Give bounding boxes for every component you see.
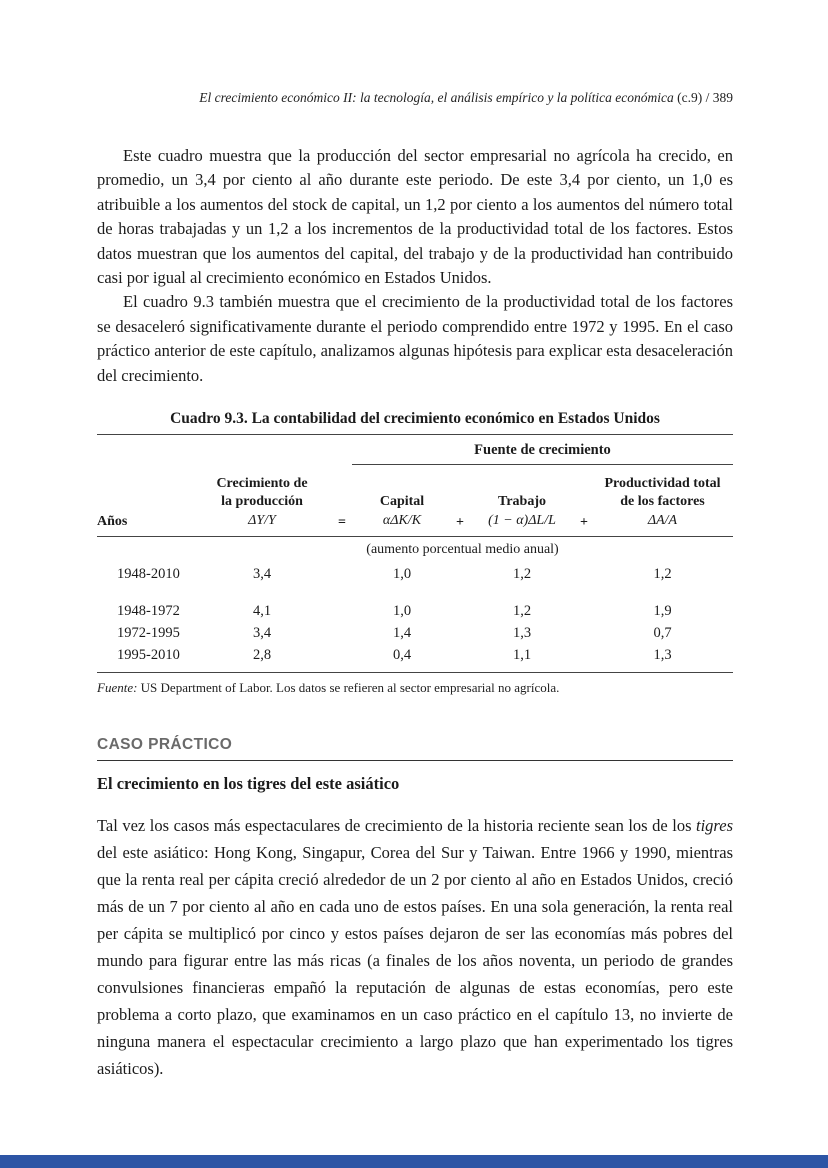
labor-label: Trabajo bbox=[498, 493, 546, 509]
paragraph-1: Este cuadro muestra que la producción del sector empresarial no agrícola ha crecido, en promedio, un 3,4 por ciento al año durante este periodo. De este 3,4 por ciento, un 1,0 es atribuible a los aumentos del stock de capital, un 1,2 por ciento a los aumentos del número total de horas trabajadas y un 1,2 a los incrementos de la productividad total de los factores. Estos datos muestran que los aumentos del capital, del trabajo y de la productividad han contribuido casi por igual al crecimiento económico en Estados Unidos. bbox=[97, 146, 733, 288]
growth-formula: ΔY/Y bbox=[248, 513, 276, 529]
cell-spacer bbox=[452, 640, 468, 645]
table-title: Cuadro 9.3. La contabilidad del crecimiento económico en Estados Unidos bbox=[170, 410, 660, 428]
cell-tfp: 1,2 bbox=[653, 565, 672, 582]
cell-growth: 3,4 bbox=[252, 624, 272, 641]
cell-tfp: 1,9 bbox=[653, 602, 672, 619]
anos-label: Años bbox=[97, 514, 128, 530]
growth-label-line2: la producción bbox=[221, 493, 303, 509]
table-row bbox=[97, 601, 733, 623]
plus-sign-1: + bbox=[456, 514, 464, 530]
cell-years: 1972-1995 bbox=[117, 624, 180, 641]
col-header-labor bbox=[468, 472, 576, 536]
case-study-rule bbox=[97, 760, 733, 761]
capital-label: Capital bbox=[379, 493, 425, 509]
running-header-title: El crecimiento económico II: la tecnología, el análisis empírico y la política económica bbox=[199, 90, 674, 105]
table-row bbox=[97, 623, 733, 645]
table-column-headers bbox=[97, 465, 733, 536]
case-text-after: del este asiático: Hong Kong, Singapur, Corea del Sur y Taiwan. Entre 1966 y 1990, mientras que la renta real per cápita creció alrededor de un 2 por ciento al año en Estados Unidos, creció más de un 7 por ciento al año en cada uno de estos países. En una sola generación, la renta real per cápita se multiplicó por cinco y estos países dejaron de ser las economías más pobres del mundo para figurar entre las más ricas (a finales de los años noventa, un periodo de grandes convulsiones financieras empañó la reputación de algunas de estas economías, pero este problema a corto plazo, que examinamos en un caso práctico en el capítulo 13, no invierte de ninguna manera el espectacular crecimiento a largo plazo que han experimentado los tigres asiáticos). bbox=[97, 843, 733, 1079]
cell-labor: 1,3 bbox=[512, 624, 532, 641]
cell-tfp: 1,3 bbox=[653, 646, 672, 663]
table-units-row bbox=[97, 537, 733, 564]
col-header-growth bbox=[192, 465, 332, 536]
tfp-label-line1: Productividad total bbox=[604, 476, 721, 492]
running-header-page-number: (c.9) / 389 bbox=[673, 90, 733, 105]
cell-spacer bbox=[332, 662, 352, 667]
col-header-tfp bbox=[592, 465, 733, 536]
cell-tfp: 0,7 bbox=[653, 624, 672, 641]
tfp-formula: ΔA/A bbox=[647, 513, 678, 529]
cell-labor: 1,2 bbox=[512, 565, 532, 582]
case-text-italic: tigres bbox=[696, 815, 733, 835]
case-text-before: Tal vez los casos más espectaculares de crecimiento de la historia reciente sean los de los bbox=[97, 815, 697, 835]
cell-labor: 1,2 bbox=[512, 602, 532, 619]
table-source-note bbox=[97, 680, 733, 696]
taskbar-strip bbox=[0, 1155, 828, 1168]
cell-capital: 1,4 bbox=[392, 624, 412, 641]
cell-years: 1948-1972 bbox=[117, 602, 180, 619]
col-header-anos bbox=[97, 472, 192, 536]
table-group-header-row bbox=[97, 435, 733, 465]
cell-spacer bbox=[576, 640, 592, 645]
table-row bbox=[97, 645, 733, 667]
cell-growth: 2,8 bbox=[252, 646, 272, 663]
cell-labor: 1,1 bbox=[512, 646, 532, 663]
cell-spacer bbox=[576, 581, 592, 586]
plus-sign-2: + bbox=[580, 514, 588, 530]
table-bottom-rule bbox=[97, 672, 733, 673]
cell-years: 1995-2010 bbox=[117, 646, 180, 663]
cell-years: 1948-2010 bbox=[117, 565, 180, 582]
group-header: Fuente de crecimiento bbox=[352, 435, 733, 465]
cell-spacer bbox=[576, 618, 592, 623]
cell-growth: 3,4 bbox=[252, 565, 272, 582]
source-text: US Department of Labor. Los datos se refieren al sector empresarial no agrícola. bbox=[137, 679, 560, 695]
labor-formula: (1 − α)ΔL/L bbox=[488, 513, 556, 529]
cell-spacer bbox=[576, 662, 592, 667]
cell-spacer bbox=[332, 640, 352, 645]
running-header bbox=[97, 90, 733, 106]
cell-spacer bbox=[452, 581, 468, 586]
growth-accounting-table bbox=[97, 434, 733, 673]
table-row bbox=[97, 564, 733, 586]
cell-capital: 0,4 bbox=[392, 646, 412, 663]
equals-sign: = bbox=[338, 514, 346, 530]
cell-spacer bbox=[452, 618, 468, 623]
case-study-paragraph bbox=[97, 812, 733, 1082]
growth-label-line1: Crecimiento de bbox=[216, 476, 308, 492]
cell-spacer bbox=[332, 618, 352, 623]
tfp-label-line2: de los factores bbox=[620, 493, 705, 509]
units-note: (aumento porcentual medio anual) bbox=[366, 541, 559, 557]
cell-capital: 1,0 bbox=[392, 602, 412, 619]
paragraph-2: El cuadro 9.3 también muestra que el crecimiento de la productividad total de los factores se desaceleró significativamente durante el periodo comprendido entre 1972 y 1995. En el caso práctico anterior de este capítulo, analizamos algunas hipótesis para explicar esta desaceleración del crecimiento. bbox=[97, 292, 733, 385]
cell-spacer bbox=[332, 581, 352, 586]
cell-growth: 4,1 bbox=[252, 602, 272, 619]
case-study-kicker: CASO PRÁCTICO bbox=[97, 735, 233, 753]
col-header-capital bbox=[352, 472, 452, 536]
source-label: Fuente: bbox=[97, 679, 138, 695]
cell-capital: 1,0 bbox=[392, 565, 412, 582]
case-study-subtitle: El crecimiento en los tigres del este asiático bbox=[97, 773, 400, 793]
cell-spacer bbox=[452, 662, 468, 667]
capital-formula: αΔK/K bbox=[382, 513, 422, 529]
